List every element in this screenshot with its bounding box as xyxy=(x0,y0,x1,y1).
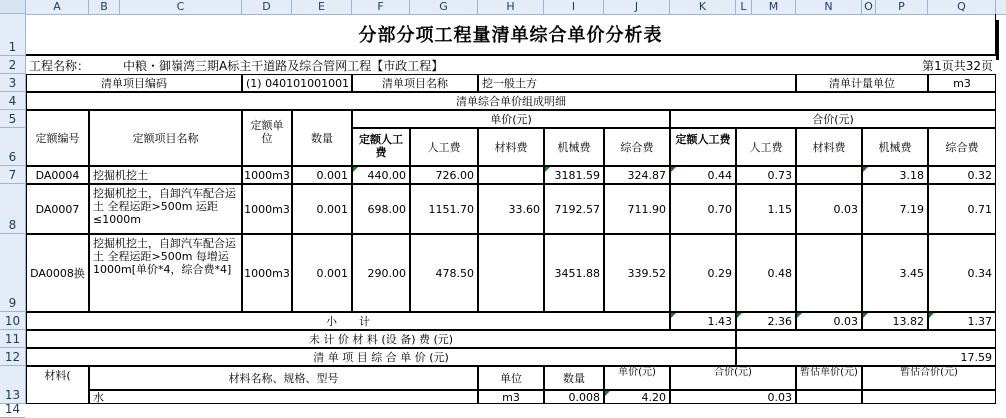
row8-u-overall[interactable]: 711.90 xyxy=(604,184,670,234)
row9-u-machine[interactable]: 3451.88 xyxy=(544,234,604,312)
subtotal-material[interactable]: 0.03 xyxy=(796,312,862,330)
page-indicator[interactable]: 第1页共32页 xyxy=(922,58,993,73)
row9-t-quota-labor[interactable]: 0.29 xyxy=(670,234,736,312)
row8-u-labor[interactable]: 1151.70 xyxy=(410,184,478,234)
row-header-5[interactable]: 5 xyxy=(0,110,25,128)
row9-unit[interactable]: 1000m3 xyxy=(242,234,292,312)
row7-t-material[interactable] xyxy=(796,166,862,184)
select-all-corner[interactable] xyxy=(0,0,26,14)
number-as-text-indicator xyxy=(929,313,934,318)
number-as-text-indicator xyxy=(797,313,802,318)
overall-price-value[interactable]: 17.59 xyxy=(736,348,996,366)
column-header-f[interactable]: F xyxy=(352,0,410,14)
row9-t-overall[interactable]: 0.34 xyxy=(928,234,996,312)
material-row-qty[interactable]: 0.008 xyxy=(544,390,604,404)
column-header-e[interactable]: E xyxy=(292,0,352,14)
row-header-3[interactable]: 3 xyxy=(0,74,25,92)
header-t-labor[interactable]: 人工费 xyxy=(736,128,796,166)
header-u-material[interactable]: 材料费 xyxy=(478,128,544,166)
subtotal-quota-labor[interactable]: 1.43 xyxy=(670,312,736,330)
row-header-8[interactable]: 8 xyxy=(0,184,25,234)
row8-u-machine[interactable]: 7192.57 xyxy=(544,184,604,234)
header-t-material[interactable]: 材料费 xyxy=(796,128,862,166)
subtotal-overall[interactable]: 1.37 xyxy=(928,312,996,330)
selection-edge xyxy=(996,20,999,60)
row-header-14[interactable]: 14 xyxy=(0,404,25,418)
number-as-text-indicator xyxy=(353,167,358,172)
column-header-q[interactable]: Q xyxy=(928,0,996,14)
row-header-bar xyxy=(0,14,26,416)
unpriced-material-value[interactable] xyxy=(736,330,996,348)
row7-u-labor[interactable]: 726.00 xyxy=(410,166,478,184)
row9-u-labor[interactable]: 478.50 xyxy=(410,234,478,312)
number-as-text-indicator xyxy=(863,167,868,172)
row8-qty[interactable]: 0.001 xyxy=(292,184,352,234)
row8-t-labor[interactable]: 1.15 xyxy=(736,184,796,234)
row8-quota-name[interactable]: 挖掘机挖土，自卸汽车配合运土 全程运距>500m 运距≤1000m xyxy=(89,184,242,234)
subtotal-machine[interactable]: 13.82 xyxy=(862,312,928,330)
row-header-12[interactable]: 12 xyxy=(0,348,25,366)
row8-t-material[interactable]: 0.03 xyxy=(796,184,862,234)
material-est-total-header[interactable]: 暂估合价(元) xyxy=(862,366,996,390)
row7-qty[interactable]: 0.001 xyxy=(292,166,352,184)
row8-t-quota-labor[interactable]: 0.70 xyxy=(670,184,736,234)
subtotal-label[interactable]: 小 计 xyxy=(26,312,670,330)
row8-u-material[interactable]: 33.60 xyxy=(478,184,544,234)
header-u-overall[interactable]: 综合费 xyxy=(604,128,670,166)
material-est-price-header[interactable]: 暂估单价(元) xyxy=(796,366,862,390)
material-name-header[interactable]: 材料名称、规格、型号 xyxy=(89,366,478,390)
column-header-j[interactable]: J xyxy=(604,0,670,14)
column-header-h[interactable]: H xyxy=(478,0,544,14)
material-price-header[interactable]: 单价(元) xyxy=(604,366,670,390)
project-name[interactable]: 中粮・御嶺湾三期A标主干道路及综合管网工程【市政工程】 xyxy=(123,58,444,73)
header-u-quota-labor[interactable]: 定额人工费 xyxy=(352,128,410,166)
column-header-bar xyxy=(0,0,1006,15)
row-header-10[interactable]: 10 xyxy=(0,312,25,330)
column-header-l[interactable]: L xyxy=(736,0,752,14)
column-header-n[interactable]: N xyxy=(796,0,862,14)
row9-quota-name[interactable]: 挖掘机挖土，自卸汽车配合运土 全程运距>500m 每增运1000m[单价*4，综合费*4] xyxy=(89,234,242,312)
row7-quota-name[interactable]: 挖掘机挖土 xyxy=(89,166,242,184)
header-quota-name[interactable]: 定额项目名称 xyxy=(89,110,242,166)
number-as-text-indicator xyxy=(545,167,550,172)
column-header-o[interactable]: O xyxy=(862,0,876,14)
header-quota-no[interactable]: 定额编号 xyxy=(26,110,89,166)
row9-quota-no[interactable]: DA0008换 xyxy=(26,234,89,312)
column-header-p[interactable]: P xyxy=(876,0,928,14)
row-header-11[interactable]: 11 xyxy=(0,330,25,348)
item-code[interactable]: (1) 040101001001 xyxy=(242,74,352,92)
column-header-b[interactable]: B xyxy=(89,0,120,14)
row-header-1[interactable]: 1 xyxy=(0,14,25,56)
sheet-title[interactable]: 分部分项工程量清单综合单价分析表 xyxy=(26,14,996,56)
material-row-est-price[interactable] xyxy=(796,390,862,404)
row8-u-quota-labor[interactable]: 698.00 xyxy=(352,184,410,234)
row7-t-machine[interactable]: 3.18 xyxy=(862,166,928,184)
row8-quota-no[interactable]: DA0007 xyxy=(26,184,89,234)
project-label[interactable]: 工程名称： xyxy=(29,58,90,73)
material-total-header[interactable]: 合价(元) xyxy=(670,366,796,390)
composition-header[interactable]: 清单综合单价组成明细 xyxy=(26,92,996,110)
material-section-label[interactable]: 材料( xyxy=(26,366,89,404)
row7-t-labor[interactable]: 0.73 xyxy=(736,166,796,184)
column-header-k[interactable]: K xyxy=(670,0,736,14)
row9-t-material[interactable] xyxy=(796,234,862,312)
header-t-overall[interactable]: 综合费 xyxy=(928,128,996,166)
material-row-price[interactable]: 4.20 xyxy=(604,390,670,404)
column-header-m[interactable]: M xyxy=(752,0,796,14)
unit-value[interactable]: m3 xyxy=(928,74,996,92)
row9-u-overall[interactable]: 339.52 xyxy=(604,234,670,312)
row7-t-quota-labor[interactable]: 0.44 xyxy=(670,166,736,184)
row9-t-machine[interactable]: 3.45 xyxy=(862,234,928,312)
row9-t-labor[interactable]: 0.48 xyxy=(736,234,796,312)
subtotal-labor[interactable]: 2.36 xyxy=(736,312,796,330)
row9-u-quota-labor[interactable]: 290.00 xyxy=(352,234,410,312)
header-qty[interactable]: 数量 xyxy=(292,110,352,166)
header-u-machine[interactable]: 机械费 xyxy=(544,128,604,166)
number-as-text-indicator xyxy=(605,391,610,396)
row9-u-material[interactable] xyxy=(478,234,544,312)
column-header-d[interactable]: D xyxy=(242,0,292,14)
header-t-quota-labor[interactable]: 定额人工费 xyxy=(670,128,736,166)
row-header-13[interactable]: 13 xyxy=(0,366,25,404)
column-header-i[interactable]: I xyxy=(544,0,604,14)
row9-qty[interactable]: 0.001 xyxy=(292,234,352,312)
number-as-text-indicator xyxy=(737,313,742,318)
row-header-9[interactable]: 9 xyxy=(0,234,25,312)
row8-unit[interactable]: 1000m3 xyxy=(242,184,292,234)
material-row-unit[interactable]: m3 xyxy=(478,390,544,404)
column-header-g[interactable]: G xyxy=(410,0,478,14)
column-header-c[interactable]: C xyxy=(120,0,242,14)
column-header-a[interactable]: A xyxy=(26,0,89,14)
overall-price-label[interactable]: 清 单 项 目 综 合 单 价 (元) xyxy=(26,348,736,366)
row7-u-quota-labor[interactable]: 440.00 xyxy=(352,166,410,184)
material-qty-header[interactable]: 数量 xyxy=(544,366,604,390)
material-row-est-total[interactable] xyxy=(862,390,996,404)
item-name[interactable]: 挖一般土方 xyxy=(478,74,796,92)
header-u-labor[interactable]: 人工费 xyxy=(410,128,478,166)
item-code-label[interactable]: 清单项目编码 xyxy=(26,74,242,92)
header-total-price[interactable]: 合价(元) xyxy=(670,110,996,128)
row7-quota-no[interactable]: DA0004 xyxy=(26,166,89,184)
material-row-name[interactable]: 水 xyxy=(89,390,478,404)
row7-t-overall[interactable]: 0.32 xyxy=(928,166,996,184)
row8-t-machine[interactable]: 7.19 xyxy=(862,184,928,234)
unit-label[interactable]: 清单计量单位 xyxy=(796,74,928,92)
row-header-4[interactable]: 4 xyxy=(0,92,25,110)
row8-t-overall[interactable]: 0.71 xyxy=(928,184,996,234)
header-unit-price[interactable]: 单价(元) xyxy=(352,110,670,128)
row7-u-material[interactable] xyxy=(478,166,544,184)
number-as-text-indicator xyxy=(671,313,676,318)
material-row-total[interactable]: 0.03 xyxy=(670,390,796,404)
row-header-2[interactable]: 2 xyxy=(0,56,25,74)
row7-unit[interactable]: 1000m3 xyxy=(242,166,292,184)
row-header-7[interactable]: 7 xyxy=(0,166,25,184)
row7-u-overall[interactable]: 324.87 xyxy=(604,166,670,184)
item-name-label[interactable]: 清单项目名称 xyxy=(352,74,478,92)
header-t-machine[interactable]: 机械费 xyxy=(862,128,928,166)
material-unit-header[interactable]: 单位 xyxy=(478,366,544,390)
number-as-text-indicator xyxy=(863,313,868,318)
row7-u-machine[interactable]: 3181.59 xyxy=(544,166,604,184)
header-quota-unit[interactable]: 定额单位 xyxy=(242,110,292,166)
unpriced-material-label[interactable]: 未 计 价 材 料 (设 备) 费 (元) xyxy=(26,330,736,348)
row-header-6[interactable]: 6 xyxy=(0,128,25,166)
number-as-text-indicator xyxy=(671,167,676,172)
